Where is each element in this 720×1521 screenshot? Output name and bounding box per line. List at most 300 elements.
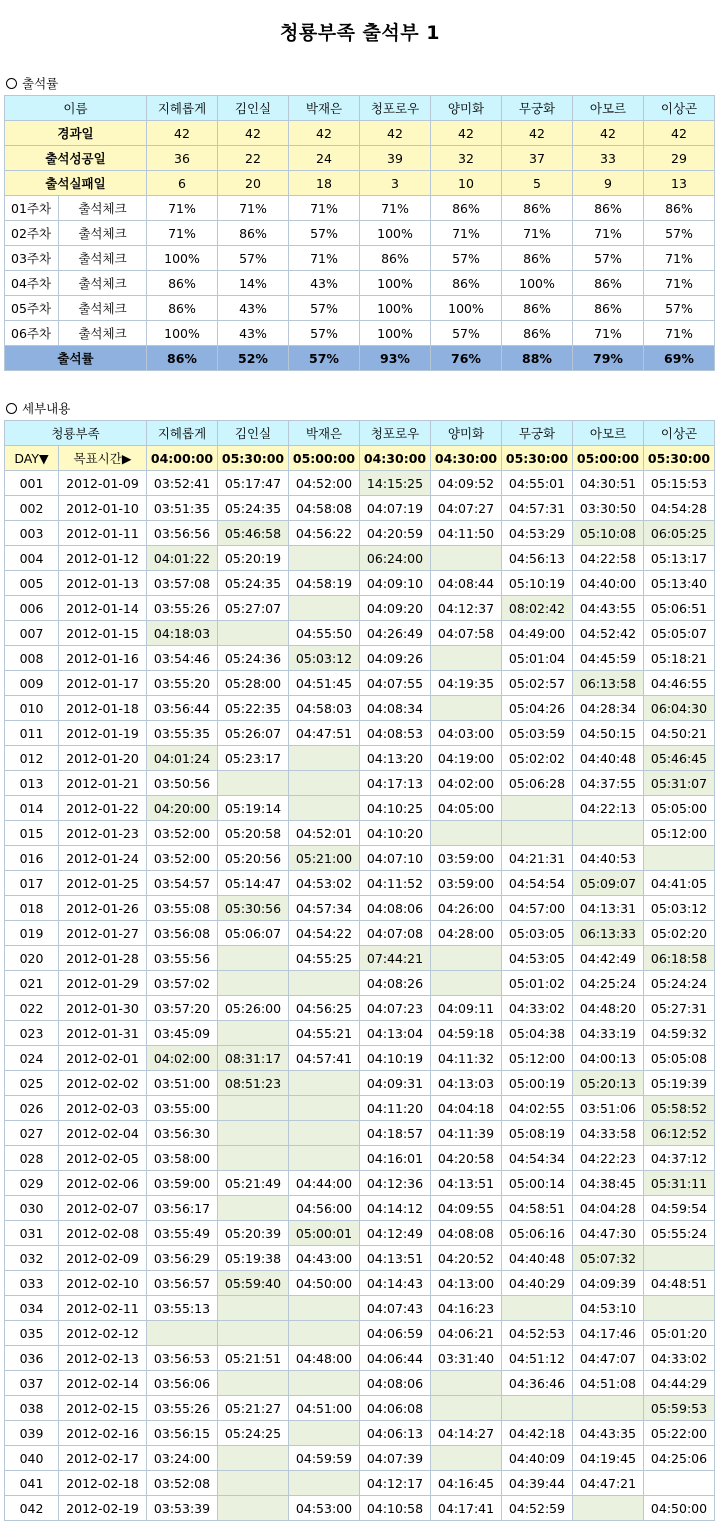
check-in-time: 04:51:08 — [573, 1371, 644, 1396]
day-number: 033 — [5, 1271, 59, 1296]
check-in-time: 04:56:00 — [289, 1196, 360, 1221]
summary-section-text: 출석률 — [22, 76, 59, 91]
stat-value: 39 — [360, 146, 431, 171]
week-rate-value: 71% — [502, 221, 573, 246]
check-in-time — [289, 1071, 360, 1096]
stat-value: 20 — [218, 171, 289, 196]
day-row — [5, 1396, 715, 1421]
check-in-time: 05:59:40 — [218, 1271, 289, 1296]
day-number: 024 — [5, 1046, 59, 1071]
day-number: 013 — [5, 771, 59, 796]
day-number: 021 — [5, 971, 59, 996]
day-number: 018 — [5, 896, 59, 921]
check-in-time — [502, 821, 573, 846]
check-in-time: 04:51:00 — [289, 1396, 360, 1421]
check-in-time: 04:40:29 — [502, 1271, 573, 1296]
check-in-time: 04:04:18 — [431, 1096, 502, 1121]
day-row — [5, 671, 715, 696]
check-in-time: 04:28:00 — [431, 921, 502, 946]
day-date: 2012-01-22 — [59, 796, 147, 821]
check-in-time: 04:43:55 — [573, 596, 644, 621]
check-in-time — [431, 1371, 502, 1396]
summary-header-row — [5, 96, 715, 121]
check-in-time: 05:12:00 — [502, 1046, 573, 1071]
check-in-time: 04:41:05 — [644, 871, 715, 896]
check-in-time: 05:24:35 — [218, 496, 289, 521]
summary-section-label — [6, 74, 58, 92]
stat-row — [5, 171, 715, 196]
day-row — [5, 1196, 715, 1221]
day-number: 034 — [5, 1296, 59, 1321]
week-rate-value: 86% — [431, 196, 502, 221]
day-row — [5, 1171, 715, 1196]
stat-value: 29 — [644, 146, 715, 171]
check-in-time: 04:19:45 — [573, 1446, 644, 1471]
detail-section-text: 세부내용 — [22, 401, 71, 416]
day-date: 2012-01-12 — [59, 546, 147, 571]
check-in-time: 04:59:32 — [644, 1021, 715, 1046]
rate-value: 69% — [644, 346, 715, 371]
check-in-time: 05:19:14 — [218, 796, 289, 821]
day-row — [5, 1446, 715, 1471]
week-rate-value: 86% — [573, 296, 644, 321]
check-in-time: 05:06:16 — [502, 1221, 573, 1246]
check-in-time — [431, 696, 502, 721]
week-row — [5, 271, 715, 296]
check-in-time: 04:02:00 — [431, 771, 502, 796]
day-number: 011 — [5, 721, 59, 746]
check-in-time: 05:10:08 — [573, 521, 644, 546]
check-in-time: 04:44:00 — [289, 1171, 360, 1196]
rate-value: 52% — [218, 346, 289, 371]
day-row — [5, 921, 715, 946]
rate-value: 79% — [573, 346, 644, 371]
week-rate-value: 57% — [431, 246, 502, 271]
check-in-time: 04:09:26 — [360, 646, 431, 671]
check-in-time — [502, 1296, 573, 1321]
check-in-time — [218, 1371, 289, 1396]
day-number: 031 — [5, 1221, 59, 1246]
check-in-time: 05:19:38 — [218, 1246, 289, 1271]
check-in-time: 05:24:36 — [218, 646, 289, 671]
check-in-time: 03:59:00 — [431, 846, 502, 871]
day-row — [5, 571, 715, 596]
check-in-time: 04:20:52 — [431, 1246, 502, 1271]
stat-value: 42 — [502, 121, 573, 146]
day-row — [5, 796, 715, 821]
rate-value: 57% — [289, 346, 360, 371]
check-in-time: 04:14:12 — [360, 1196, 431, 1221]
check-in-time: 04:16:23 — [431, 1296, 502, 1321]
check-in-time: 14:15:25 — [360, 471, 431, 496]
check-in-time — [502, 796, 573, 821]
target-time-label: 목표시간▶ — [59, 446, 147, 471]
check-in-time: 04:07:55 — [360, 671, 431, 696]
check-in-time: 05:27:31 — [644, 996, 715, 1021]
check-in-time: 04:49:00 — [502, 621, 573, 646]
detail-header-row — [5, 421, 715, 446]
week-rate-value: 57% — [644, 221, 715, 246]
check-in-time: 05:10:19 — [502, 571, 573, 596]
day-date: 2012-02-10 — [59, 1271, 147, 1296]
check-in-time: 05:21:51 — [218, 1346, 289, 1371]
check-in-time: 03:55:56 — [147, 946, 218, 971]
check-in-time: 04:53:29 — [502, 521, 573, 546]
check-in-time: 04:09:52 — [431, 471, 502, 496]
check-in-time: 05:22:35 — [218, 696, 289, 721]
check-in-time: 03:31:40 — [431, 1346, 502, 1371]
check-in-time: 04:50:21 — [644, 721, 715, 746]
week-rate-value: 71% — [644, 321, 715, 346]
check-in-time — [218, 1196, 289, 1221]
check-in-time: 04:13:51 — [431, 1171, 502, 1196]
day-date: 2012-02-07 — [59, 1196, 147, 1221]
week-check-label: 출석체크 — [59, 221, 147, 246]
day-number: 036 — [5, 1346, 59, 1371]
check-in-time: 03:55:13 — [147, 1296, 218, 1321]
day-number: 037 — [5, 1371, 59, 1396]
check-in-time: 05:27:07 — [218, 596, 289, 621]
day-number: 019 — [5, 921, 59, 946]
member-name-header: 박재은 — [289, 421, 360, 446]
check-in-time — [431, 971, 502, 996]
stat-row — [5, 146, 715, 171]
day-date: 2012-01-11 — [59, 521, 147, 546]
check-in-time: 04:10:58 — [360, 1496, 431, 1521]
day-date: 2012-02-02 — [59, 1071, 147, 1096]
check-in-time: 04:13:03 — [431, 1071, 502, 1096]
day-number: 026 — [5, 1096, 59, 1121]
check-in-time: 04:58:19 — [289, 571, 360, 596]
check-in-time — [644, 1296, 715, 1321]
week-rate-value: 86% — [502, 246, 573, 271]
check-in-time: 04:25:24 — [573, 971, 644, 996]
day-row — [5, 1046, 715, 1071]
check-in-time: 04:47:07 — [573, 1346, 644, 1371]
stat-value: 5 — [502, 171, 573, 196]
day-row — [5, 971, 715, 996]
week-rate-value: 43% — [289, 271, 360, 296]
check-in-time — [431, 1446, 502, 1471]
check-in-time: 04:39:44 — [502, 1471, 573, 1496]
check-in-time: 05:46:58 — [218, 521, 289, 546]
check-in-time: 05:13:17 — [644, 546, 715, 571]
check-in-time — [431, 946, 502, 971]
check-in-time: 03:54:46 — [147, 646, 218, 671]
day-number: 005 — [5, 571, 59, 596]
check-in-time: 04:03:00 — [431, 721, 502, 746]
day-date: 2012-02-18 — [59, 1471, 147, 1496]
check-in-time: 04:33:02 — [502, 996, 573, 1021]
check-in-time: 04:02:55 — [502, 1096, 573, 1121]
check-in-time: 04:11:39 — [431, 1121, 502, 1146]
check-in-time: 04:22:23 — [573, 1146, 644, 1171]
check-in-time: 05:00:14 — [502, 1171, 573, 1196]
check-in-time: 04:06:59 — [360, 1321, 431, 1346]
check-in-time: 05:17:47 — [218, 471, 289, 496]
check-in-time: 04:01:24 — [147, 746, 218, 771]
check-in-time: 05:08:19 — [502, 1121, 573, 1146]
check-in-time: 04:28:34 — [573, 696, 644, 721]
check-in-time: 04:20:00 — [147, 796, 218, 821]
check-in-time — [218, 1446, 289, 1471]
check-in-time: 03:56:06 — [147, 1371, 218, 1396]
check-in-time: 03:57:02 — [147, 971, 218, 996]
week-rate-value: 86% — [644, 196, 715, 221]
week-rate-value: 71% — [218, 196, 289, 221]
check-in-time — [431, 1396, 502, 1421]
check-in-time: 04:33:19 — [573, 1021, 644, 1046]
day-date: 2012-01-10 — [59, 496, 147, 521]
check-in-time: 03:58:00 — [147, 1146, 218, 1171]
check-in-time: 04:22:58 — [573, 546, 644, 571]
day-row — [5, 871, 715, 896]
check-in-time: 04:55:01 — [502, 471, 573, 496]
check-in-time — [644, 1471, 715, 1496]
week-row — [5, 196, 715, 221]
check-in-time: 04:14:43 — [360, 1271, 431, 1296]
check-in-time: 05:01:04 — [502, 646, 573, 671]
check-in-time: 05:05:00 — [644, 796, 715, 821]
day-date: 2012-01-29 — [59, 971, 147, 996]
check-in-time — [218, 946, 289, 971]
day-row — [5, 1221, 715, 1246]
check-in-time: 04:53:00 — [289, 1496, 360, 1521]
day-date: 2012-01-26 — [59, 896, 147, 921]
check-in-time: 04:57:41 — [289, 1046, 360, 1071]
check-in-time: 03:55:49 — [147, 1221, 218, 1246]
check-in-time: 04:54:54 — [502, 871, 573, 896]
target-time-value: 04:30:00 — [360, 446, 431, 471]
check-in-time: 04:08:44 — [431, 571, 502, 596]
day-number: 027 — [5, 1121, 59, 1146]
check-in-time: 04:50:00 — [644, 1496, 715, 1521]
day-number: 006 — [5, 596, 59, 621]
week-rate-value: 86% — [360, 246, 431, 271]
week-check-label: 출석체크 — [59, 271, 147, 296]
check-in-time: 03:56:30 — [147, 1121, 218, 1146]
day-row — [5, 1471, 715, 1496]
day-date: 2012-02-06 — [59, 1171, 147, 1196]
rate-label: 출석률 — [5, 346, 147, 371]
day-row — [5, 996, 715, 1021]
check-in-time — [289, 746, 360, 771]
check-in-time: 04:46:55 — [644, 671, 715, 696]
member-name-header: 청포로우 — [360, 96, 431, 121]
check-in-time: 04:01:22 — [147, 546, 218, 571]
check-in-time: 05:03:05 — [502, 921, 573, 946]
day-row — [5, 896, 715, 921]
check-in-time: 03:56:53 — [147, 1346, 218, 1371]
check-in-time: 03:55:26 — [147, 596, 218, 621]
check-in-time: 05:01:02 — [502, 971, 573, 996]
day-row — [5, 1096, 715, 1121]
day-row — [5, 696, 715, 721]
check-in-time: 04:11:32 — [431, 1046, 502, 1071]
day-row — [5, 746, 715, 771]
check-in-time: 03:56:57 — [147, 1271, 218, 1296]
check-in-time: 04:08:06 — [360, 1371, 431, 1396]
week-rate-value: 86% — [502, 196, 573, 221]
check-in-time: 04:09:11 — [431, 996, 502, 1021]
check-in-time: 04:48:00 — [289, 1346, 360, 1371]
check-in-time: 05:15:53 — [644, 471, 715, 496]
check-in-time: 05:09:07 — [573, 871, 644, 896]
check-in-time — [218, 971, 289, 996]
check-in-time: 06:18:58 — [644, 946, 715, 971]
day-row — [5, 1296, 715, 1321]
week-rate-value: 57% — [644, 296, 715, 321]
attendance-detail-table — [4, 420, 715, 1521]
day-number: 015 — [5, 821, 59, 846]
check-in-time: 05:28:00 — [218, 671, 289, 696]
check-in-time: 03:52:00 — [147, 846, 218, 871]
day-number: 012 — [5, 746, 59, 771]
stat-value: 32 — [431, 146, 502, 171]
day-date: 2012-01-23 — [59, 821, 147, 846]
target-time-value: 05:30:00 — [502, 446, 573, 471]
check-in-time: 04:12:17 — [360, 1471, 431, 1496]
check-in-time: 04:48:51 — [644, 1271, 715, 1296]
week-rate-value: 57% — [218, 246, 289, 271]
check-in-time: 04:17:41 — [431, 1496, 502, 1521]
check-in-time: 04:05:00 — [431, 796, 502, 821]
day-number: 022 — [5, 996, 59, 1021]
check-in-time — [289, 596, 360, 621]
day-number: 004 — [5, 546, 59, 571]
check-in-time: 04:12:37 — [431, 596, 502, 621]
check-in-time: 05:26:00 — [218, 996, 289, 1021]
check-in-time: 04:43:35 — [573, 1421, 644, 1446]
member-name-header: 아모르 — [573, 421, 644, 446]
week-rate-value: 71% — [360, 196, 431, 221]
week-check-label: 출석체크 — [59, 196, 147, 221]
check-in-time: 04:04:28 — [573, 1196, 644, 1221]
check-in-time: 05:20:19 — [218, 546, 289, 571]
day-date: 2012-01-13 — [59, 571, 147, 596]
day-row — [5, 596, 715, 621]
check-in-time: 05:58:52 — [644, 1096, 715, 1121]
day-number: 003 — [5, 521, 59, 546]
day-date: 2012-02-17 — [59, 1446, 147, 1471]
target-time-value: 04:30:00 — [431, 446, 502, 471]
check-in-time: 05:06:07 — [218, 921, 289, 946]
check-in-time: 05:46:45 — [644, 746, 715, 771]
check-in-time: 04:52:53 — [502, 1321, 573, 1346]
day-date: 2012-01-15 — [59, 621, 147, 646]
check-in-time: 03:24:00 — [147, 1446, 218, 1471]
day-date: 2012-01-31 — [59, 1021, 147, 1046]
week-label: 06주차 — [5, 321, 59, 346]
check-in-time: 04:53:10 — [573, 1296, 644, 1321]
week-check-label: 출석체크 — [59, 296, 147, 321]
week-rate-value: 86% — [502, 321, 573, 346]
check-in-time: 03:57:20 — [147, 996, 218, 1021]
week-rate-value: 100% — [360, 221, 431, 246]
check-in-time: 03:52:08 — [147, 1471, 218, 1496]
check-in-time: 03:53:39 — [147, 1496, 218, 1521]
stat-value: 13 — [644, 171, 715, 196]
check-in-time: 03:56:08 — [147, 921, 218, 946]
stat-value: 42 — [147, 121, 218, 146]
check-in-time: 04:40:48 — [502, 1246, 573, 1271]
check-in-time: 05:02:57 — [502, 671, 573, 696]
check-in-time: 04:20:58 — [431, 1146, 502, 1171]
check-in-time: 03:54:57 — [147, 871, 218, 896]
check-in-time: 04:07:27 — [431, 496, 502, 521]
check-in-time: 06:24:00 — [360, 546, 431, 571]
week-rate-value: 86% — [573, 271, 644, 296]
check-in-time: 03:55:08 — [147, 896, 218, 921]
member-name-header: 이상곤 — [644, 421, 715, 446]
check-in-time — [218, 1146, 289, 1171]
check-in-time: 04:52:00 — [289, 471, 360, 496]
stat-value: 18 — [289, 171, 360, 196]
week-label: 02주차 — [5, 221, 59, 246]
week-rate-value: 71% — [644, 271, 715, 296]
check-in-time: 04:07:58 — [431, 621, 502, 646]
check-in-time: 03:52:41 — [147, 471, 218, 496]
check-in-time: 05:13:40 — [644, 571, 715, 596]
check-in-time: 04:45:59 — [573, 646, 644, 671]
day-date: 2012-01-17 — [59, 671, 147, 696]
check-in-time: 04:48:20 — [573, 996, 644, 1021]
week-rate-value: 43% — [218, 296, 289, 321]
check-in-time: 04:33:02 — [644, 1346, 715, 1371]
check-in-time — [218, 1121, 289, 1146]
check-in-time: 05:07:32 — [573, 1246, 644, 1271]
check-in-time: 04:50:00 — [289, 1271, 360, 1296]
check-in-time — [218, 1096, 289, 1121]
target-time-value: 04:00:00 — [147, 446, 218, 471]
check-in-time: 05:24:35 — [218, 571, 289, 596]
circle-bullet-icon — [6, 78, 17, 89]
day-date: 2012-01-24 — [59, 846, 147, 871]
check-in-time: 04:09:39 — [573, 1271, 644, 1296]
check-in-time: 04:58:51 — [502, 1196, 573, 1221]
check-in-time — [431, 821, 502, 846]
day-row — [5, 1371, 715, 1396]
check-in-time: 05:02:02 — [502, 746, 573, 771]
circle-bullet-icon — [6, 403, 17, 414]
rate-value: 86% — [147, 346, 218, 371]
check-in-time: 04:13:31 — [573, 896, 644, 921]
target-time-value: 05:00:00 — [289, 446, 360, 471]
check-in-time: 04:54:28 — [644, 496, 715, 521]
member-name-header: 청포로우 — [360, 421, 431, 446]
check-in-time: 04:52:42 — [573, 621, 644, 646]
check-in-time: 04:09:10 — [360, 571, 431, 596]
week-row — [5, 246, 715, 271]
check-in-time: 04:30:51 — [573, 471, 644, 496]
check-in-time: 04:19:35 — [431, 671, 502, 696]
stat-value: 3 — [360, 171, 431, 196]
stat-value: 10 — [431, 171, 502, 196]
stat-label: 출석성공일 — [5, 146, 147, 171]
day-number: 016 — [5, 846, 59, 871]
week-rate-value: 57% — [289, 296, 360, 321]
day-date: 2012-02-03 — [59, 1096, 147, 1121]
day-row — [5, 1146, 715, 1171]
check-in-time — [573, 1496, 644, 1521]
member-name-header: 양미화 — [431, 421, 502, 446]
day-date: 2012-01-16 — [59, 646, 147, 671]
rate-value: 88% — [502, 346, 573, 371]
stat-value: 9 — [573, 171, 644, 196]
stat-value: 42 — [644, 121, 715, 146]
check-in-time: 04:11:50 — [431, 521, 502, 546]
check-in-time: 04:08:06 — [360, 896, 431, 921]
